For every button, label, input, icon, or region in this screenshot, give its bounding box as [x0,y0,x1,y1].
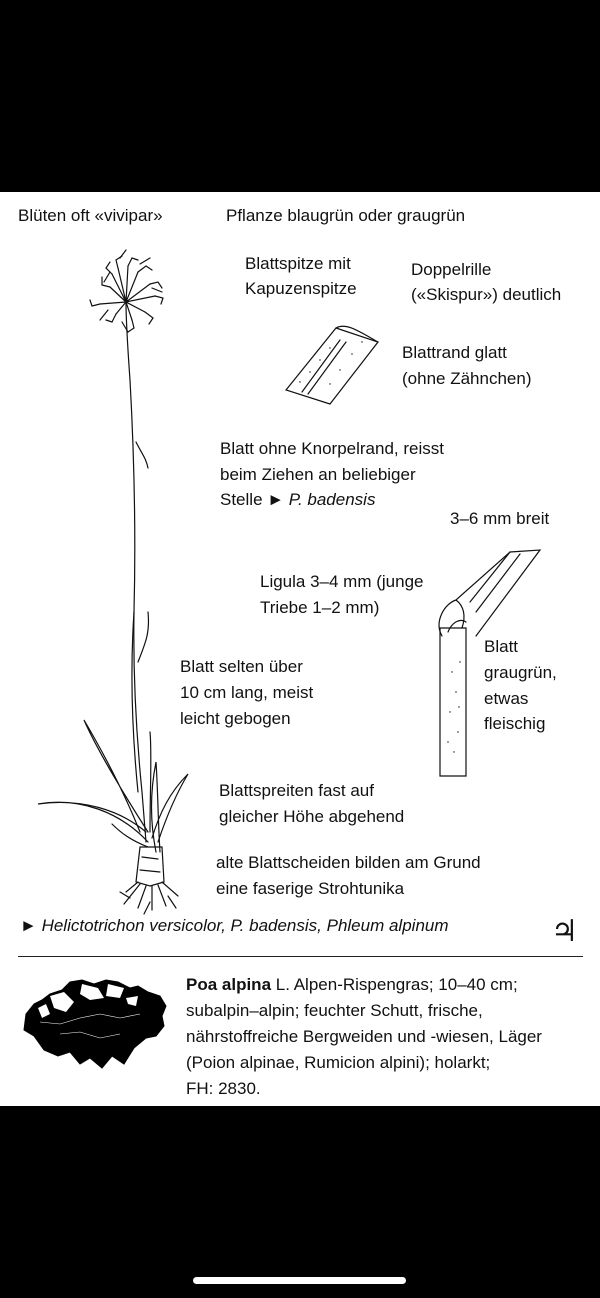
species-line-5: FH: 2830. [186,1079,261,1098]
note-leaf-color-1: Blatt [484,637,519,656]
field-guide-page [0,192,600,1106]
compare-arrow: ► [20,916,37,935]
note-height-1: Blattspreiten fast auf [219,781,374,800]
distribution-map [20,974,170,1074]
culm-drawing [130,380,146,842]
divider [18,956,583,957]
note-ligula-2: Triebe 1–2 mm) [260,598,380,617]
note-tip-2: Kapuzenspitze [245,279,357,298]
basal-leaves-drawing [84,720,148,832]
note-tear-3 [220,487,375,512]
species-line-2: subalpin–alpin; feuchter Schutt, frische, [186,1001,483,1020]
roots-drawing [120,882,178,914]
species-name: Poa alpina [186,975,272,994]
compare-line [20,913,449,938]
note-length-3: leicht gebogen [180,709,291,728]
note-tear-1: Blatt ohne Knorpelrand, reisst [220,439,444,458]
perennial-symbol: ♃ [551,914,578,949]
species-line-3: nährstoffreiche Bergweiden und -wiesen, Läger [186,1027,542,1046]
home-indicator[interactable] [193,1277,406,1284]
note-leaf-color-4: fleischig [484,714,546,733]
note-base-1: alte Blattscheiden bilden am Grund [216,853,481,872]
note-groove-1: Doppelrille [411,260,492,279]
note-tear-2: beim Ziehen an beliebiger [220,465,416,484]
note-width: 3–6 mm breit [450,509,550,528]
note-length-2: 10 cm lang, meist [180,683,314,702]
species-line-4: (Poion alpinae, Rumicion alpini); holarkt; [186,1053,491,1072]
species-line-1-rest: L. Alpen-Rispengras; 10–40 cm; [271,975,518,994]
panicle-drawing [90,250,163,380]
note-margin-1: Blattrand glatt [402,343,507,362]
note-tear-3-ref: P. badensis [288,490,376,509]
note-margin-2: (ohne Zähnchen) [402,369,532,388]
note-flowers: Blüten oft «vivipar» [18,206,163,225]
note-base-2: eine faserige Strohtunika [216,879,405,898]
note-leaf-color-2: graugrün, [484,663,557,682]
note-height-2: gleicher Höhe abgehend [219,807,405,826]
leaf-tip-detail-drawing [286,326,378,404]
species-line-1 [186,972,518,997]
compare-species: Helictotrichon versicolor, P. badensis, Phleum alpinum [41,916,449,935]
note-leaf-color-3: etwas [484,689,529,708]
note-tip-1: Blattspitze mit [245,254,351,273]
note-length-1: Blatt selten über [180,657,303,676]
note-color: Pflanze blaugrün oder graugrün [226,206,466,225]
note-tear-3-prefix: Stelle ► [220,490,289,509]
note-ligula-1: Ligula 3–4 mm (junge [260,572,424,591]
note-groove-2: («Skispur») deutlich [411,285,562,304]
